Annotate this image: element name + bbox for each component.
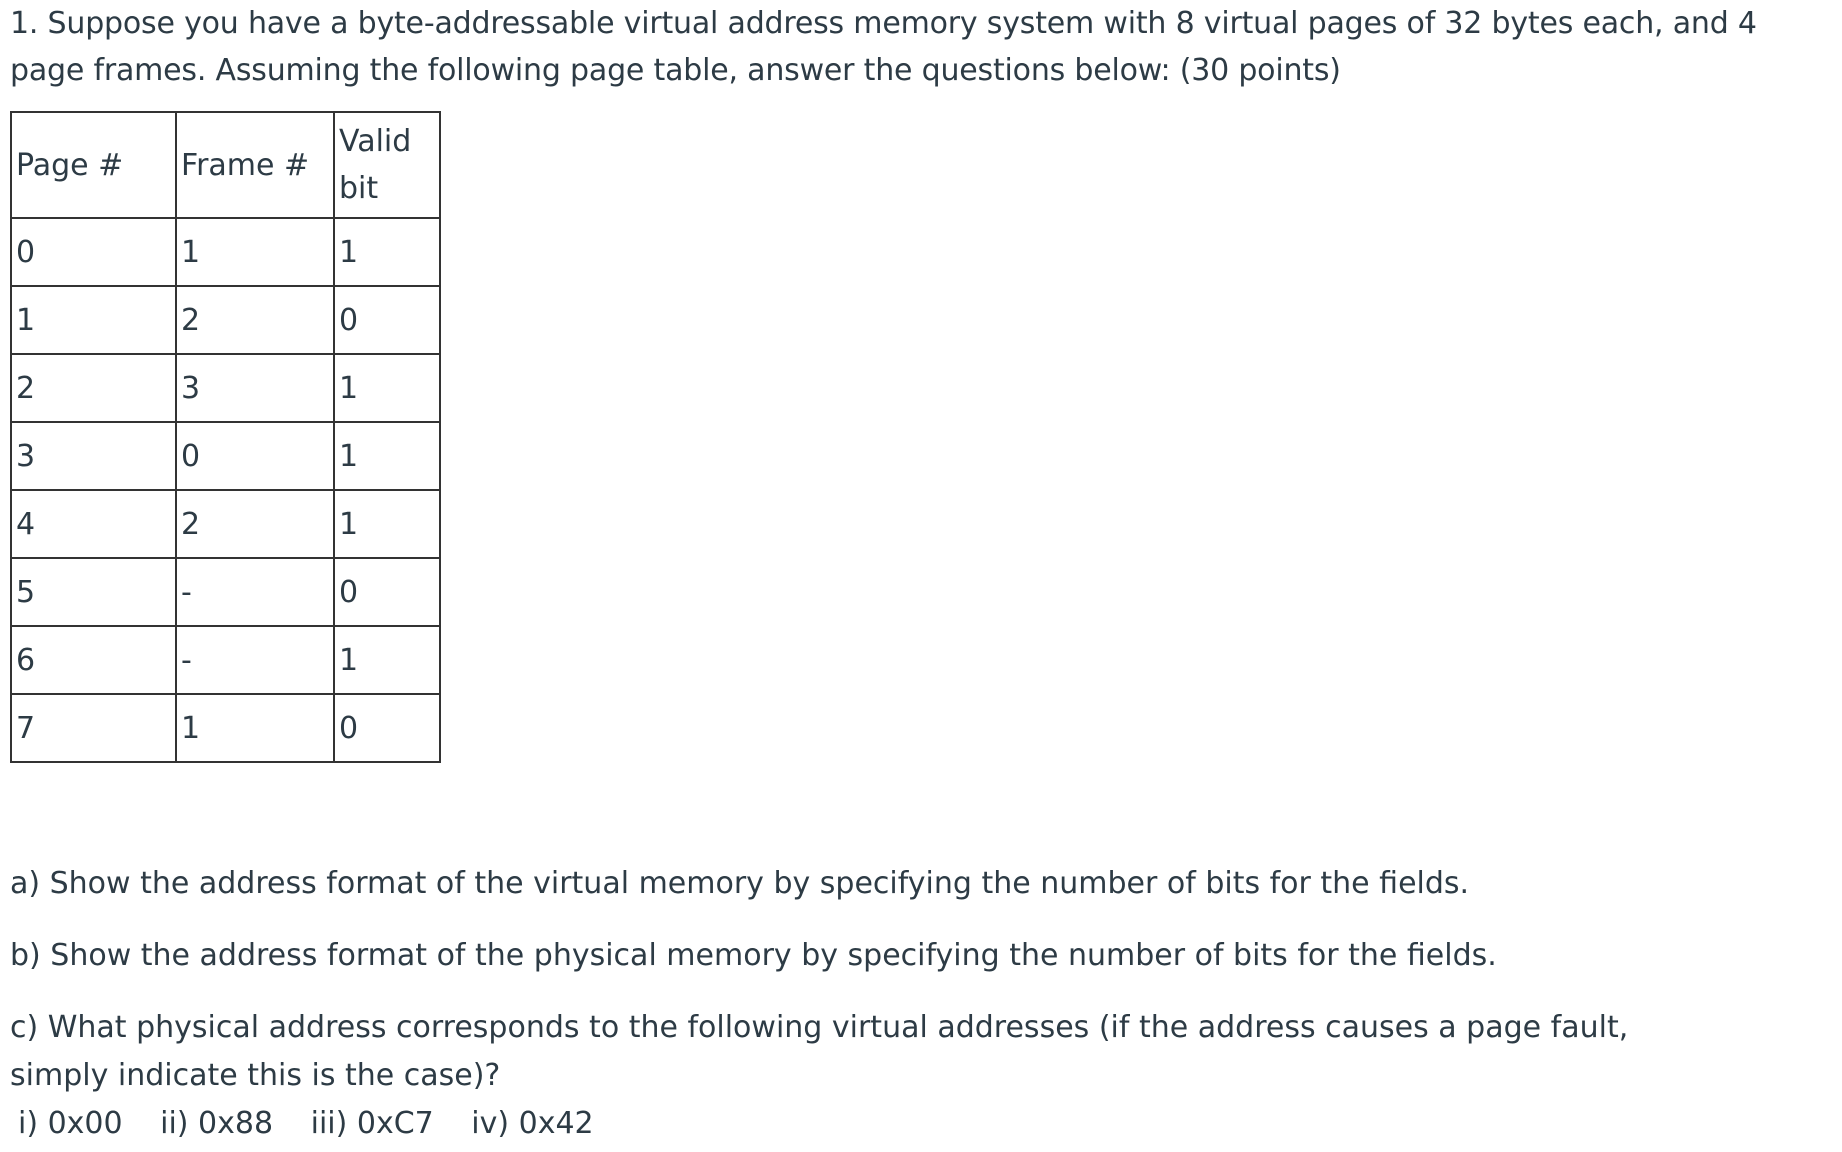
cell-frame: 3: [176, 354, 334, 422]
cell-frame: 1: [176, 694, 334, 762]
cell-frame: 2: [176, 286, 334, 354]
cell-valid: 0: [334, 558, 440, 626]
cell-valid: 1: [334, 490, 440, 558]
cell-frame: -: [176, 558, 334, 626]
cell-page: 6: [11, 626, 176, 694]
cell-valid: 1: [334, 422, 440, 490]
header-valid-bit: Valid bit: [334, 112, 440, 218]
header-page-number: Page #: [11, 112, 176, 218]
cell-page: 3: [11, 422, 176, 490]
part-a-text: a) Show the address format of the virtual memory by specifying the number of bits for the fields.: [10, 866, 1470, 901]
address-list: [18, 1100, 622, 1148]
cell-frame: -: [176, 626, 334, 694]
cell-valid: 1: [334, 626, 440, 694]
table-header-row: [11, 112, 440, 218]
cell-page: 2: [11, 354, 176, 422]
cell-page: 0: [11, 218, 176, 286]
part-c-text: c) What physical address corresponds to the following virtual addresses (if the address causes a page fault, simply indicate this is the case)?: [10, 1010, 1629, 1093]
table-row: [11, 694, 440, 762]
cell-valid: 1: [334, 354, 440, 422]
table-row: [11, 422, 440, 490]
cell-valid: 0: [334, 286, 440, 354]
table-row: [11, 626, 440, 694]
address-item: ii) 0x88: [160, 1106, 274, 1141]
table-row: [11, 354, 440, 422]
address-item: iii) 0xC7: [310, 1106, 434, 1141]
cell-frame: 1: [176, 218, 334, 286]
table-row: [11, 490, 440, 558]
cell-frame: 0: [176, 422, 334, 490]
header-frame-number: Frame #: [176, 112, 334, 218]
table-row: [11, 286, 440, 354]
table-row: [11, 218, 440, 286]
part-b-text: b) Show the address format of the physical memory by specifying the number of bits for the fields.: [10, 938, 1497, 973]
question-intro: 1. Suppose you have a byte-addressable virtual address memory system with 8 virtual pages of 32 bytes each, and 4 page frames. Assuming the following page table, answer the questions below: (30 points): [10, 6, 1757, 88]
cell-page: 4: [11, 490, 176, 558]
cell-valid: 0: [334, 694, 440, 762]
question-page: [10, 0, 1830, 1141]
address-item: iv) 0x42: [471, 1106, 594, 1141]
cell-page: 5: [11, 558, 176, 626]
address-item: i) 0x00: [18, 1106, 123, 1141]
table-row: [11, 558, 440, 626]
page-table: [10, 111, 441, 763]
cell-frame: 2: [176, 490, 334, 558]
cell-valid: 1: [334, 218, 440, 286]
cell-page: 7: [11, 694, 176, 762]
cell-page: 1: [11, 286, 176, 354]
